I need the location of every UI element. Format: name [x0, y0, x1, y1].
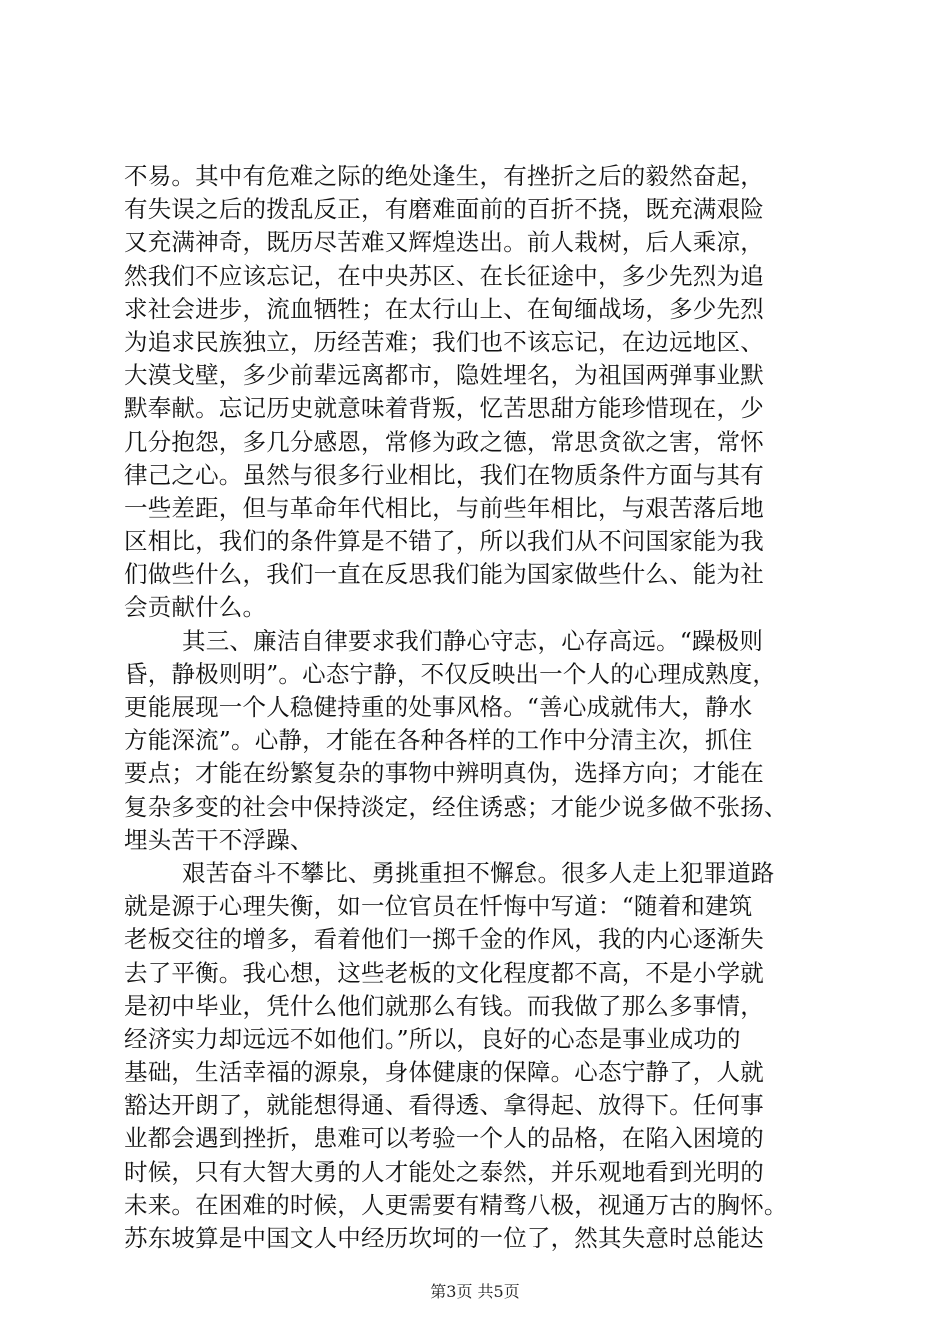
text-line: 要点；才能在纷繁复杂的事物中辨明真伪，选择方向；才能在 — [124, 759, 764, 788]
text-line: 律己之心。虽然与很多行业相比，我们在物质条件方面与其有 — [124, 460, 764, 489]
text-line: 经济实力却远远不如他们。”所以，良好的心态是事业成功的 — [124, 1024, 741, 1053]
text-line: 区相比，我们的条件算是不错了，所以我们从不问国家能为我 — [124, 527, 764, 556]
text-line: 去了平衡。我心想，这些老板的文化程度都不高，不是小学就 — [124, 958, 764, 987]
paragraph-start-line: 其三、廉洁自律要求我们静心守志，心存高远。“躁极则 — [182, 626, 764, 655]
text-line: 不易。其中有危难之际的绝处逢生，有挫折之后的毅然奋起， — [124, 162, 764, 190]
text-line: 默奉献。忘记历史就意味着背叛，忆苦思甜方能珍惜现在，少 — [124, 394, 764, 423]
text-line: 埋头苦干不浮躁、 — [124, 825, 314, 854]
text-line: 老板交往的增多，看着他们一掷千金的作风，我的内心逐渐失 — [124, 925, 764, 954]
text-line: 就是源于心理失衡，如一位官员在忏悔中写道：“随着和建筑 — [124, 892, 753, 921]
text-line: 为追求民族独立，历经苦难；我们也不该忘记，在边远地区、 — [124, 327, 764, 356]
text-line: 昏，静极则明”。心态宁静，不仅反映出一个人的心理成熟度， — [124, 659, 777, 688]
text-line: 业都会遇到挫折，患难可以考验一个人的品格，在陷入困境的 — [124, 1124, 764, 1153]
page-number-footer: 第3页 共5页 — [430, 1282, 520, 1301]
text-line: 苏东坡算是中国文人中经历坎坷的一位了，然其失意时总能达 — [124, 1224, 764, 1252]
text-line: 方能深流”。心静，才能在各种各样的工作中分清主次，抓住 — [124, 726, 753, 755]
text-line: 然我们不应该忘记，在中央苏区、在长征途中，多少先烈为追 — [124, 261, 764, 290]
text-line: 大漠戈壁，多少前辈远离都市，隐姓埋名，为祖国两弹事业默 — [124, 361, 764, 390]
body-text — [124, 160, 844, 1255]
text-line: 有失误之后的拨乱反正，有磨难面前的百折不挠，既充满艰险 — [124, 195, 764, 224]
text-line: 又充满神奇，既历尽苦难又辉煌迭出。前人栽树，后人乘凉， — [124, 228, 764, 257]
text-line: 求社会进步，流血牺牲；在太行山上、在甸缅战场，多少先烈 — [124, 294, 764, 323]
text-line: 基础，生活幸福的源泉，身体健康的保障。心态宁静了，人就 — [124, 1058, 764, 1087]
text-line: 未来。在困难的时候，人更需要有精骛八极，视通万古的胸怀。 — [124, 1190, 788, 1219]
text-line: 们做些什么，我们一直在反思我们能为国家做些什么、能为社 — [124, 560, 764, 589]
text-line: 时候，只有大智大勇的人才能处之泰然，并乐观地看到光明的 — [124, 1157, 764, 1186]
text-line: 复杂多变的社会中保持淡定，经住诱惑；才能少说多做不张扬、 — [124, 792, 788, 821]
text-line: 会贡献什么。 — [124, 593, 267, 622]
paragraph-start-line: 艰苦奋斗不攀比、勇挑重担不懈怠。很多人走上犯罪道路 — [182, 858, 775, 887]
text-line: 几分抱怨，多几分感恩，常修为政之德，常思贪欲之害，常怀 — [124, 427, 764, 456]
text-line: 豁达开朗了，就能想得通、看得透、拿得起、放得下。任何事 — [124, 1091, 764, 1120]
text-line: 是初中毕业，凭什么他们就那么有钱。而我做了那么多事情， — [124, 991, 764, 1020]
text-line: 一些差距，但与革命年代相比，与前些年相比，与艰苦落后地 — [124, 493, 764, 522]
text-line: 更能展现一个人稳健持重的处事风格。“善心成就伟大，静水 — [124, 693, 753, 721]
